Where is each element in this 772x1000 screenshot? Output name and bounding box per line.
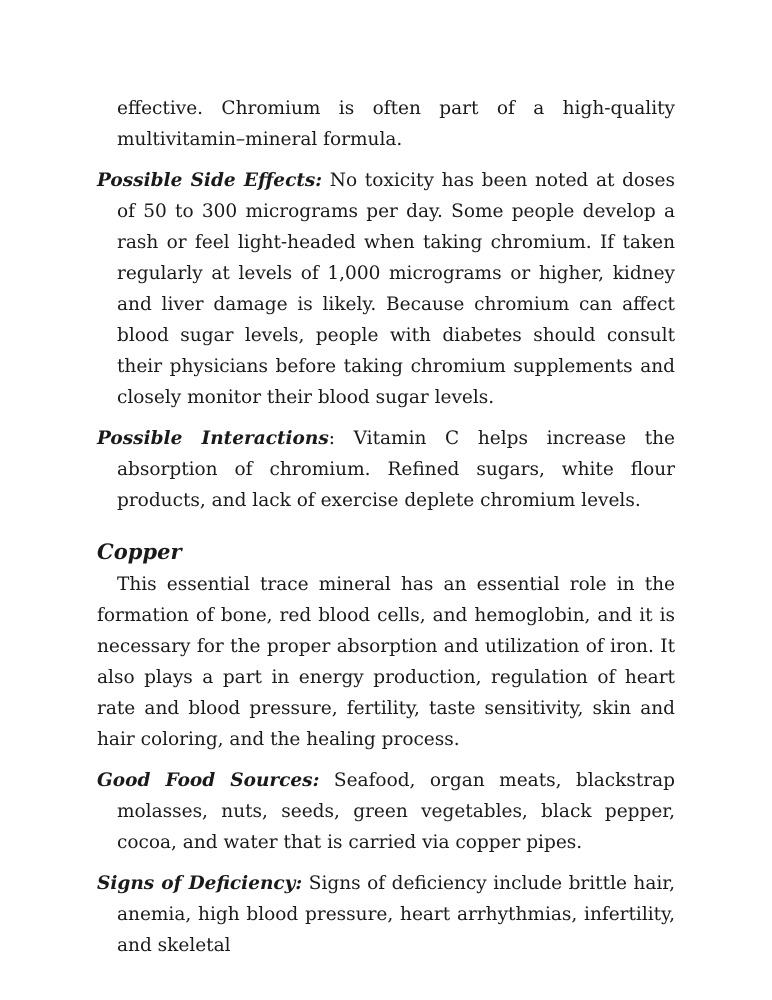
interactions-label: Possible Interactions bbox=[97, 428, 329, 449]
food-sources-label: Good Food Sources: bbox=[97, 770, 320, 791]
interactions-entry bbox=[97, 423, 675, 516]
side-effects-label: Possible Side Effects: bbox=[97, 170, 323, 191]
page-body bbox=[97, 93, 675, 961]
deficiency-text: Signs of deficiency include brittle hair, anemia, high blood pressure, heart arrhythmias, infertility, and skeletal bbox=[117, 873, 675, 956]
copper-intro-paragraph bbox=[97, 569, 675, 755]
side-effects-entry bbox=[97, 165, 675, 413]
copper-intro-text: This essential trace mineral has an essential role in the formation of bone, red blood cells, and hemoglobin, and it is necessary for the proper absorption and utilization of iron. It also plays a part in energy production, regulation of heart rate and blood pressure, fertility, taste sensitivity, skin and hair coloring, and the healing process. bbox=[97, 574, 675, 750]
interactions-text: : Vitamin C helps increase the absorption of chromium. Refined sugars, white flour products, and lack of exercise deplete chromium levels. bbox=[117, 428, 676, 511]
food-sources-entry bbox=[97, 765, 675, 858]
side-effects-text: No toxicity has been noted at doses of 50 to 300 micrograms per day. Some people develop a rash or feel light-headed when taking chromium. If taken regularly at levels of 1,000 micrograms or higher, kidney and liver damage is likely. Because chromium can affect blood sugar levels, people with diabetes should consult their physicians before taking chromium supplements and closely monitor their blood sugar levels. bbox=[117, 170, 675, 408]
section-heading-copper: Copper bbox=[97, 539, 182, 564]
deficiency-label: Signs of Deficiency: bbox=[97, 873, 303, 894]
deficiency-entry bbox=[97, 868, 675, 961]
food-sources-text: Seafood, organ meats, blackstrap molasses, nuts, seeds, green vegetables, black pepper, cocoa, and water that is carried via copper pipes. bbox=[117, 770, 675, 853]
continuation-paragraph bbox=[97, 93, 675, 155]
continuation-text: effective. Chromium is often part of a high-quality multivitamin–mineral formula. bbox=[117, 98, 675, 150]
